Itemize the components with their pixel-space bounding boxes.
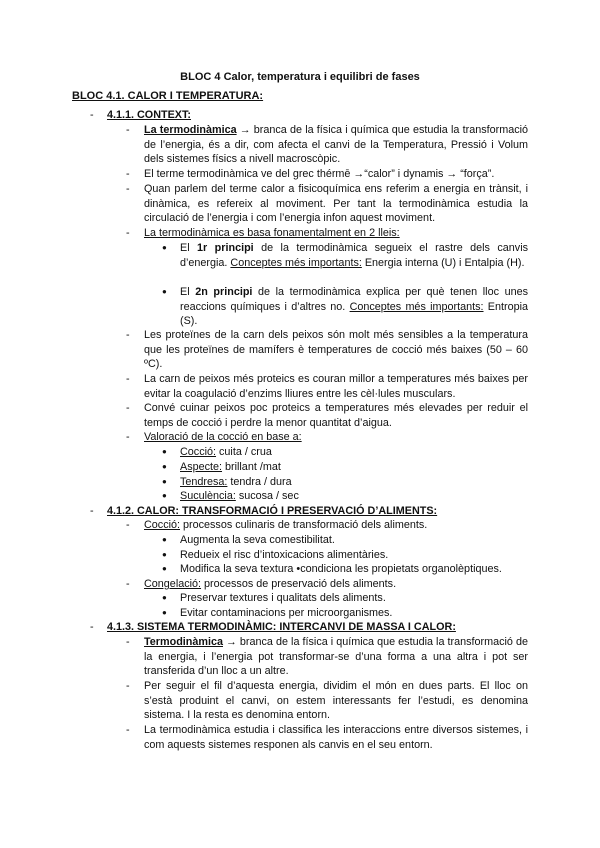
bullet-icon: ● [162,564,167,573]
bullet-icon: ● [162,287,167,296]
sub-list-item: ● El 1r principi de la termodinàmica segueix el rastre dels canvis d’energia. Conceptes més importants: Energia interna (U) i Entalpia (H). [162,242,528,269]
list-item [126,226,528,241]
item-text: Convé cuinar peixos poc proteics a temperatures més elevades per reduir el temps de cocció i perdre la menor quantitat d’aigua. [144,402,528,429]
sub-list-item: ● Suculència: sucosa / sec [162,490,299,502]
item-text: Per seguir el fil d’aquesta energia, dividim el món en dues parts. El lloc on s’està produint el canvi, on estem interessants fer l’estudi, es denomina sistema. I la resta es denomina entorn. [144,680,528,722]
sub-list-item: ● Redueix el risc d’intoxicacions alimentàries. [162,549,389,561]
bullet-icon: ● [162,491,167,500]
bullet-icon: ● [162,447,167,456]
item-text: → branca de la física i química que estudia la transformació de l’energia, és a dir, com afecta el canvi de la Temperatura, Pressió i Volum dels sistemes físics a nivell macroscòpic. [144,124,529,166]
bullet-icon: ● [162,593,167,602]
document-title: BLOC 4 Calor, temperatura i equilibri de fases [180,71,420,83]
sub-list-item: ● Tendresa: tendra / dura [162,476,292,488]
item-dash: - [126,636,130,648]
term: 1r principi [197,242,254,254]
concepts-label: Conceptes més importants: [349,300,484,313]
sub-list-item: ● El 2n principi de la termodinàmica explica per què tenen lloc unes reaccions químiques i d’altres no. Conceptes més importants: Entropia (S). [162,286,528,328]
bullet-icon: ● [162,550,167,559]
item-text: Valoració de la cocció en base a: [144,431,302,443]
item-dash: - [126,373,130,385]
sub-list-item: ● Modifica la seva textura •condiciona les propietats organolèptiques. [162,563,502,575]
sub-list-item: ● Preservar textures i qualitats dels aliments. [162,592,386,604]
list-item [126,123,528,167]
item-dash: - [126,402,130,414]
item-text: Les proteïnes de la carn dels peixos són molt més sensibles a la temperatura que les proteïnes de mamífers è temperatures de cocció més baixes (50 – 60 ºC). [144,329,528,371]
term: 2n principi [195,286,253,298]
list-item: - Cocció: processos culinaris de transformació dels aliments. [126,519,428,531]
list-item [126,401,528,430]
list-item [126,372,528,401]
bullet-icon: ● [162,462,167,471]
bullet-icon: ● [162,535,167,544]
bullet-icon: ● [162,243,167,252]
item-text: La termodinàmica estudia i classifica les interaccions entre diversos sistemes, i com aquests sistemes responen als canvis en el seu entorn. [144,724,528,751]
item-dash: - [126,431,130,443]
section-dash: - [90,109,94,121]
item-dash: - [126,124,130,136]
list-item [126,430,528,445]
sub-list-item: ● Aspecte: brillant /mat [162,461,281,473]
list-item [126,723,528,752]
item-dash: - [126,183,130,195]
item-dash: - [126,578,130,590]
list-item [126,679,528,723]
section-dash: - [90,621,94,633]
item-dash: - [126,724,130,736]
term: Termodinàmica [144,636,223,648]
list-item [126,182,528,226]
item-text: El terme termodinàmica ve del grec thérmē →“calor” i dynamis → “força”. [144,168,495,180]
item-dash: - [126,680,130,692]
item-dash: - [126,329,130,341]
list-item: - Congelació: processos de preservació dels aliments. [126,578,397,590]
section-dash: - [90,505,94,517]
bloc-heading: BLOC 4.1. CALOR I TEMPERATURA: [72,90,264,102]
item-text: Quan parlem del terme calor a fisicoquímica ens referim a energia en trànsit, i dinàmica, es refereix al moviment. Per tant la termodinàmica estudia la circulació de l’energia i com l’energia infon aquest moviment. [144,183,528,225]
item-dash: - [126,168,130,180]
sub-list-item: ● Evitar contaminacions per microorganismes. [162,607,393,619]
section-title: 4.1.1. CONTEXT: [107,109,191,121]
item-dash: - [126,519,130,531]
term: La termodinàmica [144,124,237,136]
bullet-icon: ● [162,608,167,617]
list-item [126,635,528,679]
item-dash: - [126,227,130,239]
item-text: → branca de la física i química que estudia la transformació de la energia, i l’energia pot transformar-se d’una forma a una altra i pot ser transferida d’un lloc a un altre. [144,636,528,678]
sub-list-item: ● Cocció: cuita / crua [162,446,272,458]
list-item [126,167,528,182]
bullet-icon: ● [162,477,167,486]
sub-list-item: ● Augmenta la seva comestibilitat. [162,534,335,546]
concepts-label: Conceptes més importants: [230,256,362,269]
item-text: La termodinàmica es basa fonamentalment en 2 lleis: [144,227,400,239]
item-text: La carn de peixos més proteics es couran millor a temperatures més baixes per evitar la coagulació d’enzims lliures entre les cèl·lules musculars. [144,373,528,400]
section-title: 4.1.2. CALOR: TRANSFORMACIÓ I PRESERVACIÓ D’ALIMENTS: [107,505,438,517]
list-item [126,328,528,372]
section-title: 4.1.3. SISTEMA TERMODINÀMIC: INTERCANVI DE MASSA I CALOR: [107,621,456,633]
